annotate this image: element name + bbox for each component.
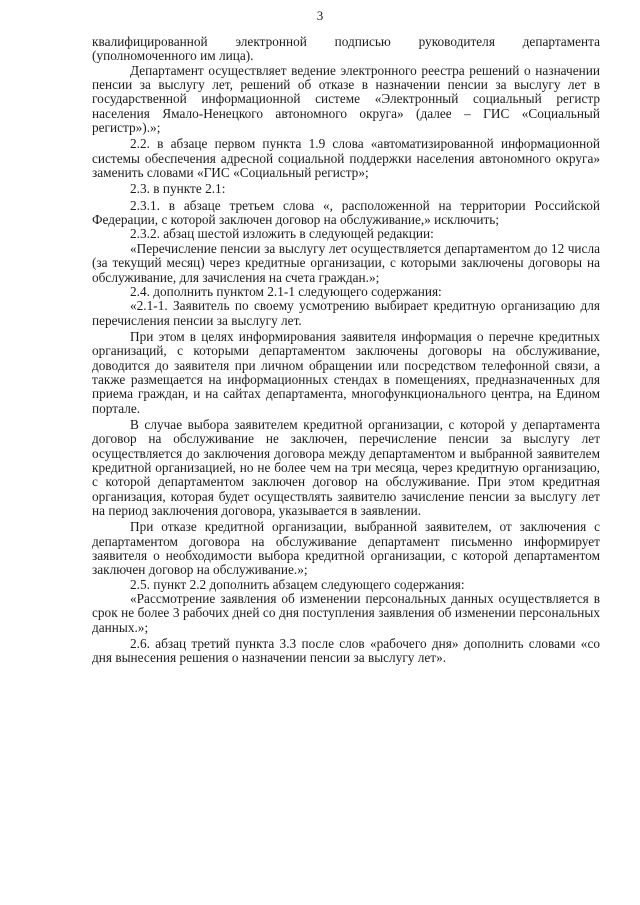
paragraph-2-1-1: «2.1-1. Заявитель по своему усмотрению выбирает кредитную организацию для перечисления пенсии за выслугу лет.: [92, 298, 600, 328]
paragraph-2-4: 2.4. дополнить пунктом 2.1-1 следующего содержания:: [130, 283, 442, 299]
paragraph-2-3: 2.3. в пункте 2.1:: [130, 181, 226, 197]
page-number: 3: [316, 8, 324, 23]
paragraph-informing: При этом в целях информирования заявителя информация о перечне кредитных организаций, с которыми департаментом заключены договоры на обслуживание, доводится до заявителя при личном обращении или посредством телефонной связи, а также размещается на информационных стендах в помещениях, предназначенных для приема граждан, и на сайтах департамента, многофункционального центра, на Едином портале.: [92, 328, 600, 416]
paragraph-refusal: При отказе кредитной организации, выбранной заявителем, от заключения с департаментом договора на обслуживание департамент письменно информирует заявителя о необходимости выбора кредитной организации, с которой департаментом заключен договор на обслуживание.»;: [92, 519, 600, 578]
paragraph-no-contract: В случае выбора заявителем кредитной организации, с которой у департамента договор на обслуживание не заключен, перечисление пенсии за выслугу лет осуществляется до заключения договора между департаментом и выбранной заявителем кредитной организацией, но не более чем на три месяца, через кредитную организацию, с которой департаментом заключен договор на обслуживание. При этом кредитная организация, которая будет осуществлять заявителю зачисление пенсии за выслугу лет на период заключения договора, указывается в заявлении.: [92, 416, 600, 518]
paragraph-pension-transfer: «Перечисление пенсии за выслугу лет осуществляется департаментом до 12 числа (за текущий месяц) через кредитные организации, с которыми заключены договоры на обслуживание, для зачисления на счета граждан.»;: [92, 240, 600, 285]
paragraph-2-2: 2.2. в абзаце первом пункта 1.9 слова «автоматизированной информационной системы обеспечения адресной социальной поддержки населения автономного округа» заменить словами «ГИС «Социальный регистр»;: [92, 136, 600, 181]
document-body: [92, 35, 600, 666]
paragraph-2-3-2: 2.3.2. абзац шестой изложить в следующей редакции:: [130, 226, 434, 242]
paragraph-signature-note: квалифицированной электронной подписью руководителя департамента (уполномоченного им лица).: [92, 34, 600, 64]
paragraph-2-3-1: 2.3.1. в абзаце третьем слова «, расположенной на территории Российской Федерации, с которой заключен договор на обслуживание,» исключить;: [92, 197, 600, 228]
paragraph-personal-data: «Рассмотрение заявления об изменении персональных данных осуществляется в срок не более 3 рабочих дней со дня поступления заявления об изменении персональных данных.»;: [92, 591, 600, 635]
paragraph-2-5: 2.5. пункт 2.2 дополнить абзацем следующего содержания:: [130, 576, 465, 592]
paragraph-registry: Департамент осуществляет ведение электронного реестра решений о назначении пенсии за выслугу лет, решений об отказе в назначении пенсии за выслугу лет в государственной информационной системе «Электронный социальный регистр населения Ямало-Ненецкого автономного округа» (далее – ГИС «Социальный регистр»).»;: [92, 62, 600, 136]
paragraph-2-6: 2.6. абзац третий пункта 3.3 после слов «рабочего дня» дополнить словами «со дня вынесения решения о назначении пенсии за выслугу лет».: [92, 636, 600, 666]
